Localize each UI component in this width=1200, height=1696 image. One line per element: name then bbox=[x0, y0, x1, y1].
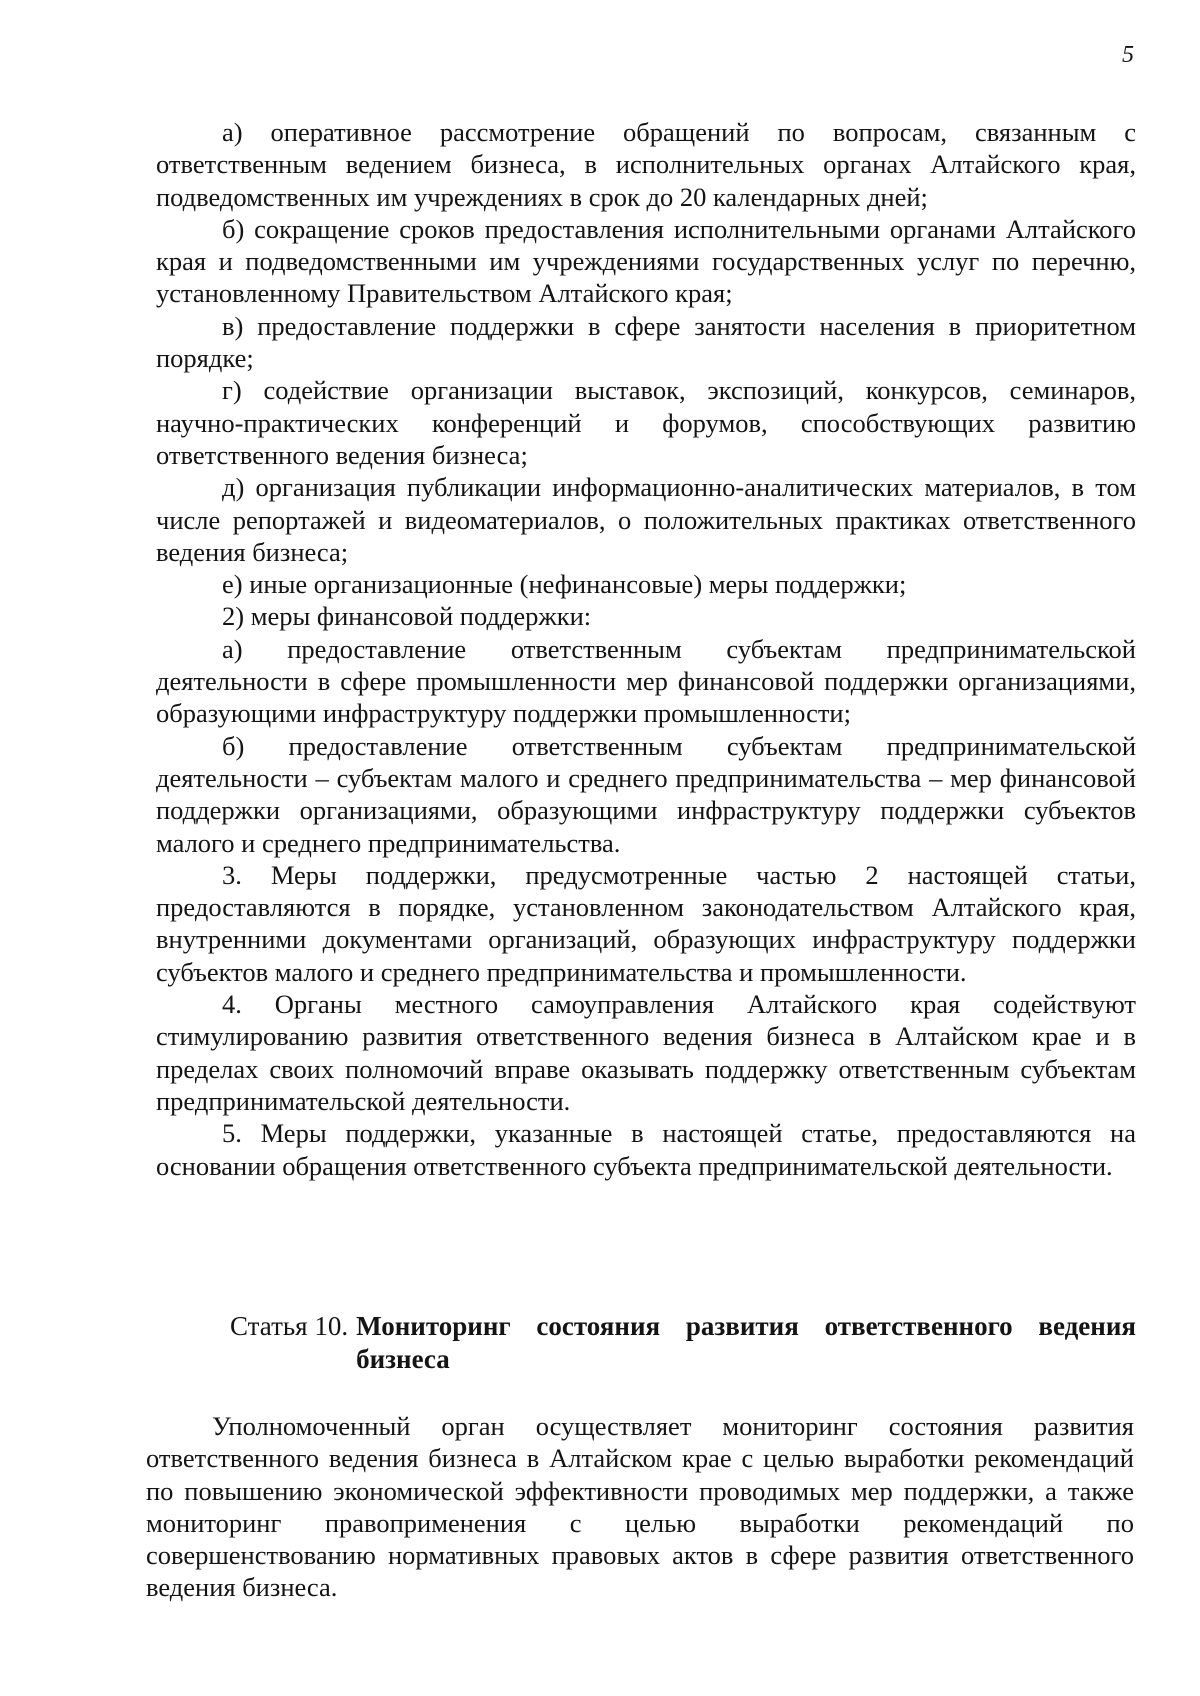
article-10-paragraph: Уполномоченный орган осуществляет мониторинг состояния развития ответственного ведения бизнеса в Алтайском крае с целью выработки рекомендаций по повышению экономической эффективности проводимых мер поддержки, а также мониторинг правоприменения с целью выработки рекомендаций по совершенствованию нормативных правовых актов в сфере развития ответственного ведения бизнеса. bbox=[146, 1411, 1134, 1603]
item-e-other-measures: е) иные организационные (нефинансовые) меры поддержки; bbox=[222, 569, 907, 600]
article-10-heading bbox=[230, 1310, 1136, 1376]
page-number: 5 bbox=[1122, 42, 1134, 68]
item-g-events-assistance: г) содействие организации выставок, экспозиций, конкурсов, семинаров, научно-практических конференций и форумов, способствующих развитию ответственного ведения бизнеса; bbox=[156, 375, 1136, 470]
item-2b-sme-support: б) предоставление ответственным субъектам предпринимательской деятельности – субъектам малого и среднего предпринимательства – мер финансовой поддержки организациями, образующими инфраструктуру поддержки субъектов малого и среднего предпринимательства. bbox=[156, 730, 1136, 858]
article-9-continuation bbox=[156, 116, 1136, 1182]
part-5-basis: 5. Меры поддержки, указанные в настоящей статье, предоставляются на основании обращения ответственного субъекта предпринимательской деятельности. bbox=[156, 1118, 1136, 1181]
part-3-procedure: 3. Меры поддержки, предусмотренные частью 2 настоящей статьи, предоставляются в порядке, установленном законодательством Алтайского края, внутренними документами организаций, образующих инфраструктуру поддержки субъектов малого и среднего предпринимательства и промышленности. bbox=[156, 859, 1136, 987]
item-2-financial-support: 2) меры финансовой поддержки: bbox=[222, 601, 592, 632]
item-2a-industry-support: а) предоставление ответственным субъектам предпринимательской деятельности в сфере промышленности мер финансовой поддержки организациями, образующими инфраструктуру поддержки промышленности; bbox=[156, 633, 1136, 729]
item-b-reduced-terms: б) сокращение сроков предоставления исполнительными органами Алтайского края и подведомственными им учреждениями государственных услуг по перечню, установленному Правительством Алтайского края; bbox=[156, 213, 1136, 309]
part-4-local-government: 4. Органы местного самоуправления Алтайского края содействуют стимулированию развития ответственного ведения бизнеса в Алтайском крае и в пределах своих полномочий вправе оказывать поддержку ответственным субъектам предпринимательской деятельности. bbox=[156, 989, 1136, 1116]
item-a-operative-review: а) оперативное рассмотрение обращений по вопросам, связанным с ответственным ведением бизнеса, в исполнительных органах Алтайского края, подведомственных им учреждениях в срок до 20 календарных дней; bbox=[156, 117, 1136, 212]
item-d-publications: д) организация публикации информационно-аналитических материалов, в том числе репортажей и видеоматериалов, о положительных практиках ответственного ведения бизнеса; bbox=[156, 472, 1136, 567]
article-number: Статья 10. bbox=[230, 1311, 349, 1341]
article-title: Мониторинг состояния развития ответственного ведения бизнеса bbox=[356, 1311, 1136, 1374]
item-v-employment-support: в) предоставление поддержки в сфере занятости населения в приоритетном порядке; bbox=[156, 310, 1136, 374]
article-10-body bbox=[146, 1410, 1134, 1604]
